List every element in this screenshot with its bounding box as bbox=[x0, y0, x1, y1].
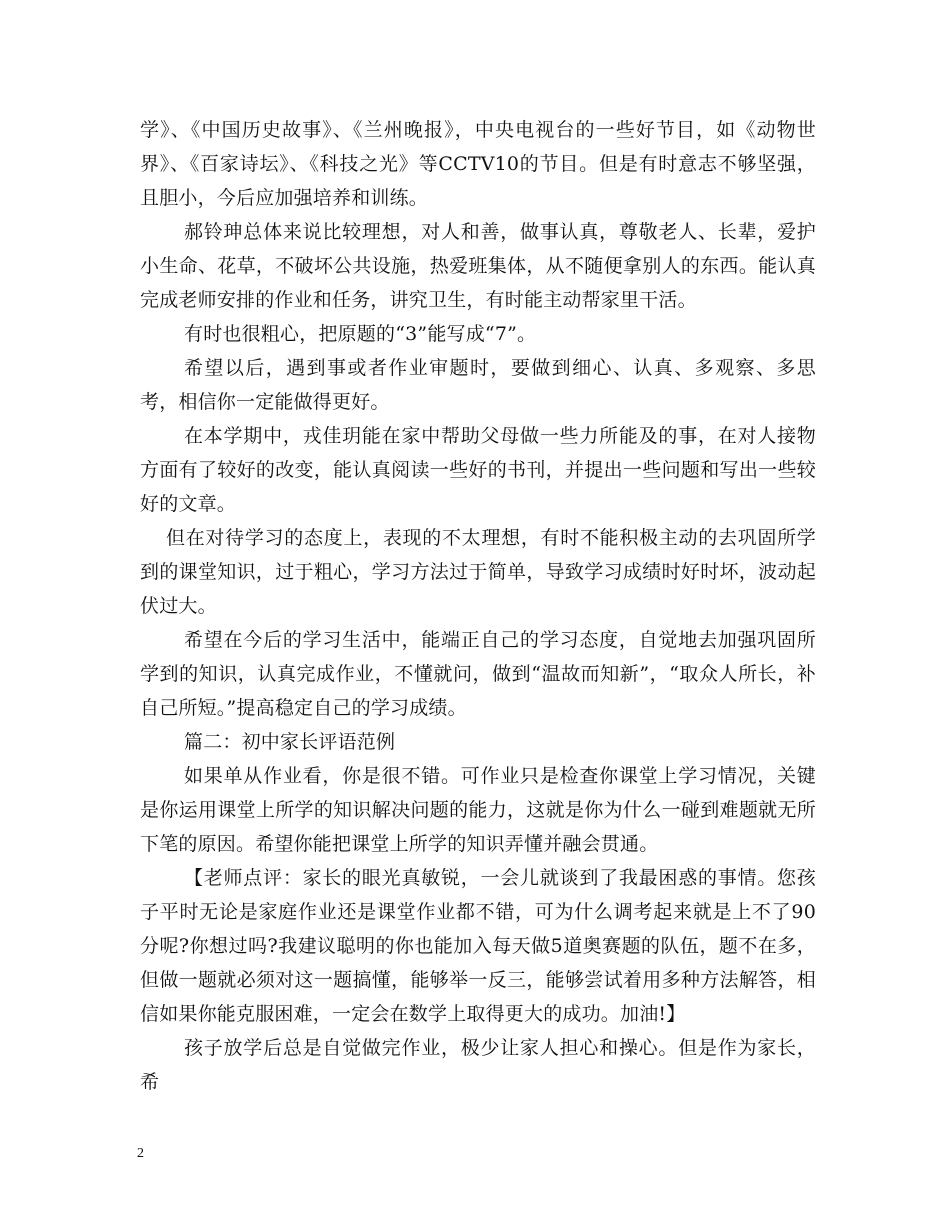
page-number: 2 bbox=[137, 1146, 144, 1161]
paragraph-after-school: 孩子放学后总是自觉做完作业，极少让家人担心和操心。但是作为家长，希 bbox=[140, 1037, 816, 1093]
paragraph-teacher-comment: 【老师点评：家长的眼光真敏锐，一会儿就谈到了我最困惑的事情。您孩子平时无论是家庭作业还是课堂作业都不错，可为什么调考起来就是上不了90分呢?你想过吗?我建议聪明的你也能加入每天做5道奥赛题的队伍，题不在多，但做一题就必须对这一题搞懂，能够举一反三，能够尝试着用多种方法解答，相信如果你能克服困难，一定会在数学上取得更大的成功。加油!】 bbox=[140, 867, 816, 1025]
paragraph-study-attitude: 但在对待学习的态度上，表现的不太理想，有时不能积极主动的去巩固所学到的课堂知识，过于粗心，学习方法过于简单，导致学习成绩时好时坏，波动起伏过大。 bbox=[140, 527, 816, 617]
paragraph-carelessness: 有时也很粗心，把原题的“3”能写成“7”。 bbox=[184, 323, 537, 345]
body-text bbox=[140, 113, 816, 1099]
paragraph-future-hope: 希望在今后的学习生活中，能端正自己的学习态度，自觉地去加强巩固所学到的知识，认真完成作业，不懂就问，做到“温故而知新”，“取众人所长，补自己所短。”提高稳定自己的学习成绩。 bbox=[140, 629, 816, 719]
paragraph-reading-list: 学》、《中国历史故事》、《兰州晚报》，中央电视台的一些好节目，如《动物世界》、《百家诗坛》、《科技之光》等CCTV10的节目。但是有时意志不够坚强，且胆小，今后应加强培养和训练。 bbox=[140, 119, 816, 209]
paragraph-semester-progress: 在本学期中，戎佳玥能在家中帮助父母做一些力所能及的事，在对人接物方面有了较好的改变，能认真阅读一些好的书刊，并提出一些问题和写出一些较好的文章。 bbox=[140, 425, 816, 515]
paragraph-student-evaluation: 郝铃珅总体来说比较理想，对人和善，做事认真，尊敬老人、长辈，爱护小生命、花草，不破坏公共设施，热爱班集体，从不随便拿别人的东西。能认真完成老师安排的作业和任务，讲究卫生，有时能主动帮家里干活。 bbox=[140, 221, 816, 311]
section-heading: 篇二：初中家长评语范例 bbox=[184, 731, 396, 753]
paragraph-homework: 如果单从作业看，你是很不错。可作业只是检查你课堂上学习情况，关键是你运用课堂上所学的知识解决问题的能力，这就是你为什么一碰到难题就无所下笔的原因。希望你能把课堂上所学的知识弄懂并融会贯通。 bbox=[140, 765, 816, 855]
paragraph-hope: 希望以后，遇到事或者作业审题时，要做到细心、认真、多观察、多思考，相信你一定能做得更好。 bbox=[140, 357, 816, 413]
